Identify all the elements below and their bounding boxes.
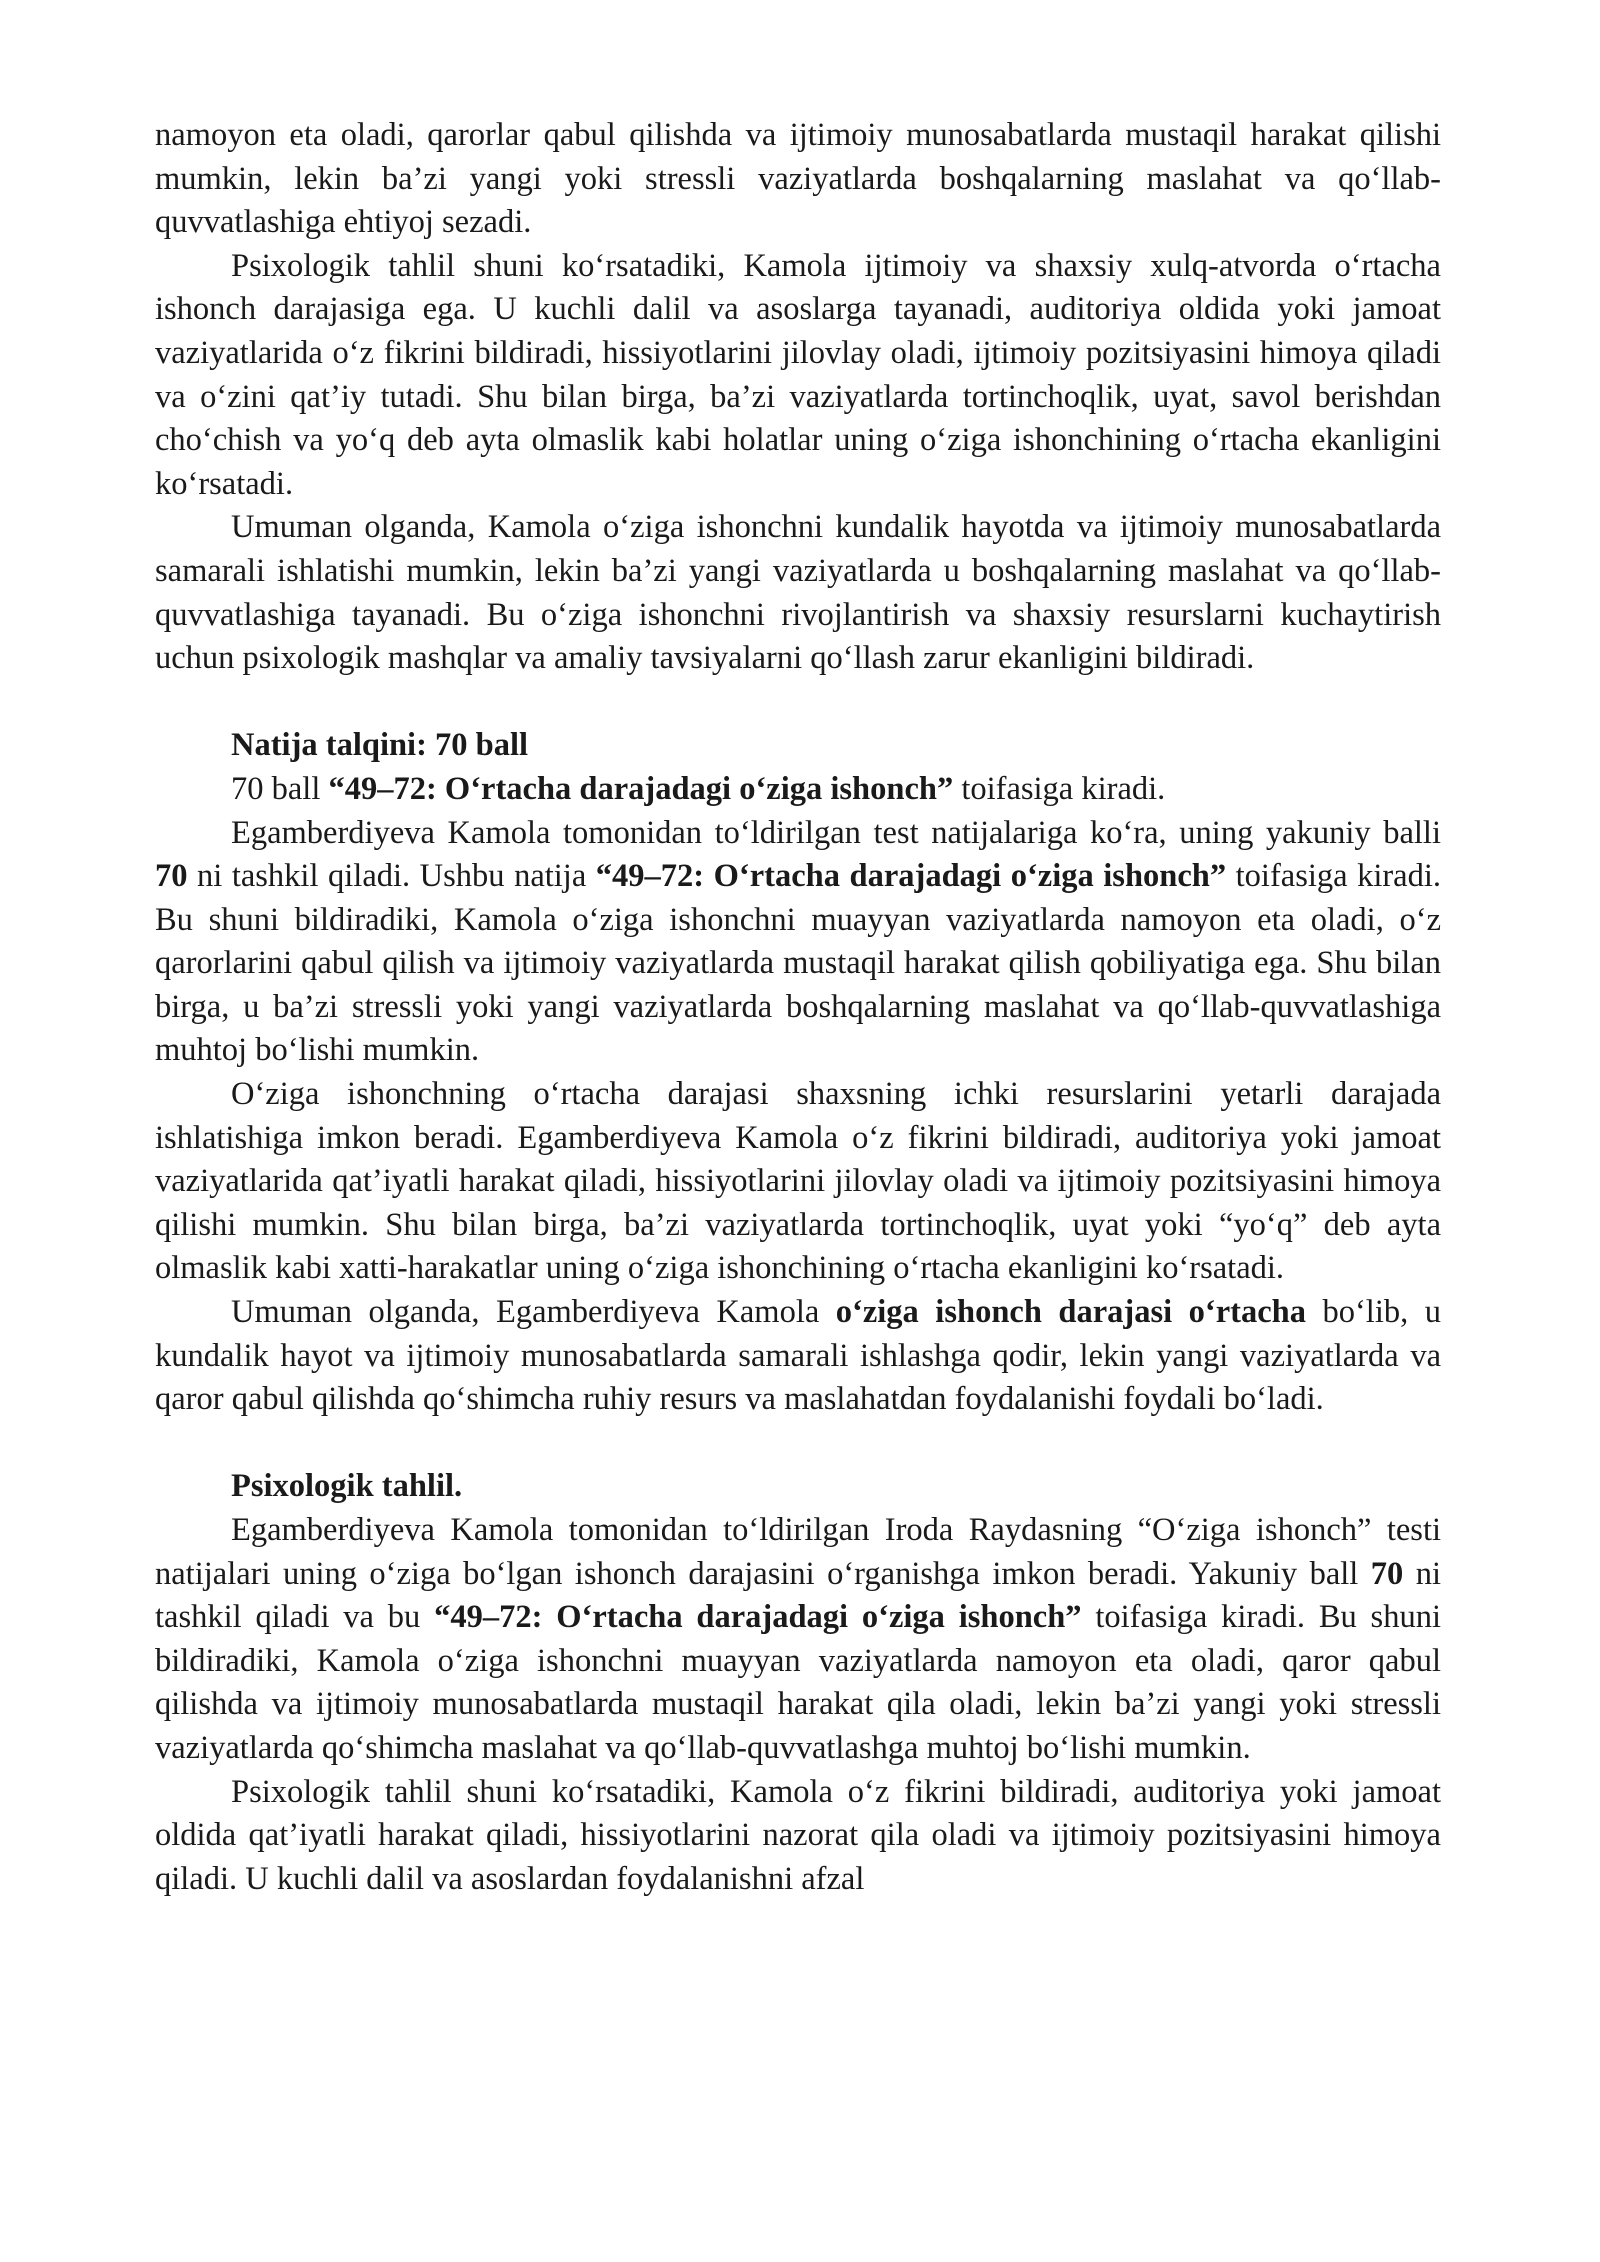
score-value: 70 — [155, 858, 188, 895]
blank-line — [155, 1422, 1441, 1466]
paragraph-conclusion — [155, 1291, 1441, 1422]
text-run: ni tashkil qiladi. Ushbu natija — [187, 858, 596, 895]
paragraph-analysis: Psixologik tahlil shuni ko‘rsatadiki, Kamola ijtimoiy va shaxsiy xulq-atvorda o‘rtacha ishonch darajasiga ega. U kuchli dalil va asoslarga tayanadi, auditoriya oldida yoki jamoat vaziyatlarida o‘z fikrini bildiradi, hissiyotlarini jilovlay oladi, ijtimoiy pozitsiyasini himoya qiladi va o‘zini qat’iy tutadi. Shu bilan birga, ba’zi vaziyatlarda tortinchoqlik, uyat, savol berishdan cho‘chish va yo‘q deb ayta olmaslik kabi holatlar uning o‘ziga ishonchining o‘rtacha ekanligini ko‘rsatadi. — [155, 247, 1441, 502]
blank-line — [155, 681, 1441, 725]
text-run: 70 ball — [231, 770, 329, 807]
category-label: “49–72: O‘rtacha darajadagi o‘ziga ishonch” — [328, 770, 954, 807]
paragraph-analysis-continued: Psixologik tahlil shuni ko‘rsatadiki, Kamola o‘z fikrini bildiradi, auditoriya yoki jamoat oldida qat’iyatli harakat qiladi, hissiyotlarini nazorat qila oladi va ijtimoiy pozitsiyasini himoya qiladi. U kuchli dalil va asoslardan foydalanishni afzal — [155, 1773, 1441, 1897]
paragraph-continuation: namoyon eta oladi, qarorlar qabul qilishda va ijtimoiy munosabatlarda mustaqil harakat qilishi mumkin, lekin ba’zi yangi yoki stressli vaziyatlarda boshqalarning maslahat va qo‘llab-quvvatlashiga ehtiyoj sezadi. — [155, 117, 1441, 241]
text-run: Egamberdiyeva Kamola tomonidan to‘ldirilgan test natijalariga ko‘ra, uning yakuniy balli — [231, 814, 1441, 851]
document-page — [155, 114, 1441, 1901]
section-heading-result: Natija talqini: 70 ball — [231, 727, 529, 764]
score-value: 70 — [1370, 1555, 1404, 1592]
paragraph-test-results — [155, 1509, 1441, 1771]
paragraph-summary: Umuman olganda, Kamola o‘ziga ishonchni kundalik hayotda va ijtimoiy munosabatlarda samarali ishlatishi mumkin, lekin ba’zi yangi vaziyatlarda u boshqalarning maslahat va qo‘llab-quvvatlashiga tayanadi. Bu o‘ziga ishonchni rivojlantirish va shaxsiy resurslarni kuchaytirish uchun psixologik mashqlar va amaliy tavsiyalarni qo‘llash zarur ekanligini bildiradi. — [155, 509, 1441, 677]
emphasis-text: o‘ziga ishonch darajasi o‘rtacha — [835, 1294, 1306, 1331]
text-run: Egamberdiyeva Kamola tomonidan to‘ldirilgan Iroda Raydasning “O‘ziga ishonch” testi natijalari uning o‘ziga bo‘lgan ishonch darajasini o‘rganishga imkon beradi. Yakuniy ball — [155, 1512, 1441, 1592]
text-run: toifasiga kiradi. — [953, 770, 1166, 807]
text-run: toifasiga kiradi. Bu shuni bildiradiki, Kamola o‘ziga ishonchni muayyan vaziyatlarda namoyon eta oladi, o‘z qarorlarini qabul qilish va ijtimoiy vaziyatlarda mustaqil harakat qilish qobiliyatiga ega. Shu bilan birga, u ba’zi stressli yoki yangi vaziyatlarda boshqalarning maslahat va qo‘llab-quvvatlashiga muhtoj bo‘lishi mumkin. — [155, 858, 1441, 1069]
text-run: Umuman olganda, Egamberdiyeva Kamola — [231, 1294, 836, 1331]
category-label: “49–72: O‘rtacha darajadagi o‘ziga ishonch” — [434, 1599, 1082, 1636]
paragraph-result-detail — [155, 812, 1441, 1074]
section-heading-analysis: Psixologik tahlil. — [231, 1468, 463, 1505]
text-run: toifasiga kiradi. Bu shuni bildiradiki, Kamola o‘ziga ishonchni muayyan vaziyatlarda namoyon eta oladi, qaror qabul qilishda va ijtimoiy munosabatlarda mustaqil harakat qila oladi, lekin ba’zi yangi yoki stressli vaziyatlarda qo‘shimcha maslahat va qo‘llab-quvvatlashga muhtoj bo‘lishi mumkin. — [155, 1599, 1441, 1766]
text-run: ni tashkil qiladi va bu — [155, 1555, 1441, 1636]
category-label: “49–72: O‘rtacha darajadagi o‘ziga ishonch” — [595, 858, 1227, 895]
text-run: bo‘lib, u kundalik hayot va ijtimoiy munosabatlarda samarali ishlashga qodir, lekin yangi vaziyatlarda va qaror qabul qilishda qo‘shimcha ruhiy resurs va maslahatdan foydalanishi foydali bo‘ladi. — [155, 1294, 1441, 1418]
result-category-line — [155, 768, 1441, 812]
paragraph-average-level: O‘ziga ishonchning o‘rtacha darajasi shaxsning ichki resurslarini yetarli darajada ishlatishiga imkon beradi. Egamberdiyeva Kamola o‘z fikrini bildiradi, auditoriya yoki jamoat vaziyatlarida qat’iyatli harakat qiladi, hissiyotlarini jilovlay oladi va ijtimoiy pozitsiyasini himoya qilishi mumkin. Shu bilan birga, ba’zi vaziyatlarda tortinchoqlik, uyat yoki “yo‘q” deb ayta olmaslik kabi xatti-harakatlar uning o‘ziga ishonchining o‘rtacha ekanligini ko‘rsatadi. — [155, 1076, 1441, 1287]
